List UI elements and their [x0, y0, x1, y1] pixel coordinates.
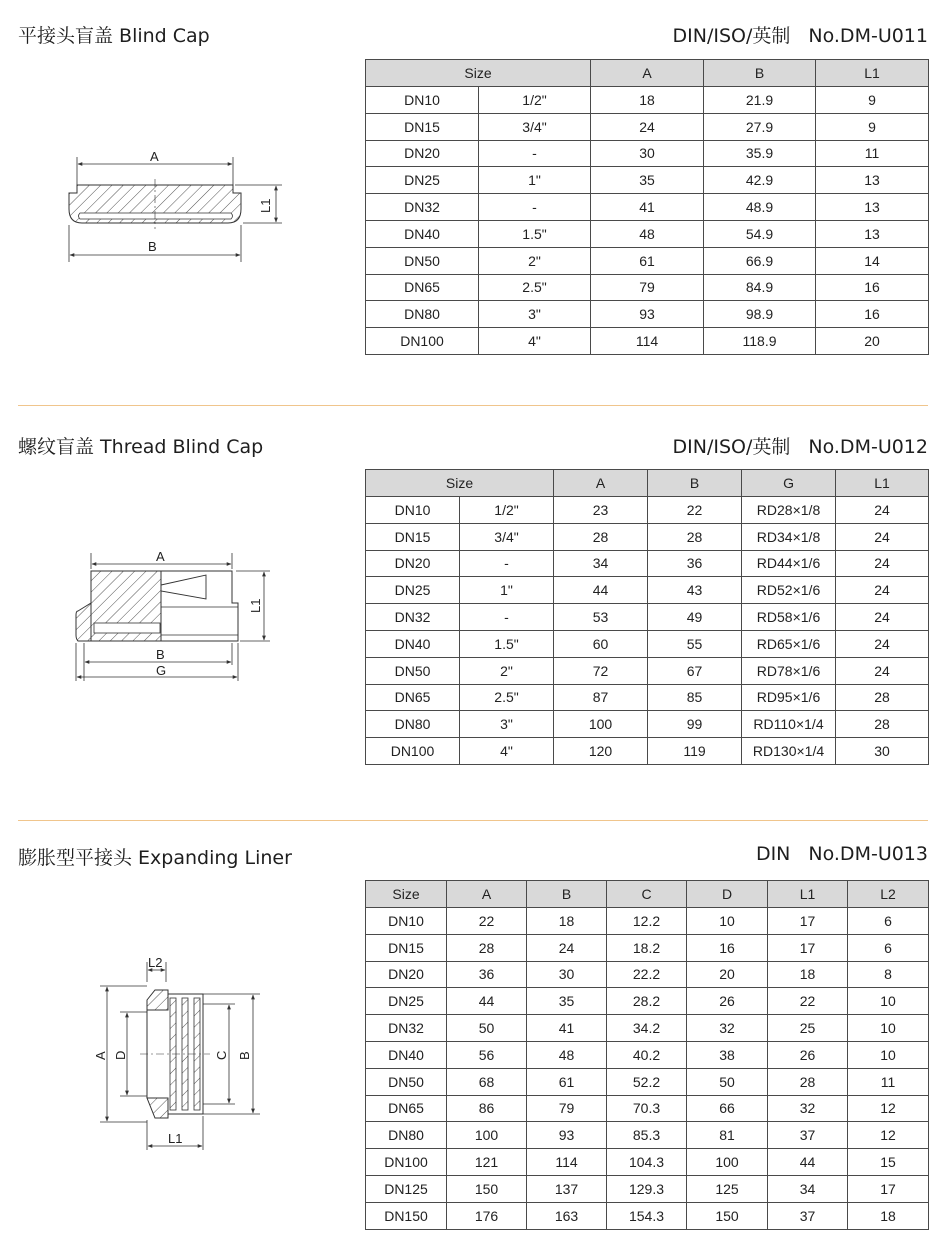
table-cell: 1" [460, 577, 554, 604]
table-cell: 8 [848, 961, 929, 988]
table-cell: 85.3 [607, 1122, 687, 1149]
table-cell: DN25 [366, 988, 447, 1015]
table-cell: 86 [447, 1095, 527, 1122]
table-cell: DN40 [366, 630, 460, 657]
table-cell: 44 [554, 577, 648, 604]
table-cell: DN150 [366, 1202, 447, 1229]
table-cell: RD130×1/4 [742, 738, 836, 765]
table-cell: 20 [687, 961, 768, 988]
table-cell: 28 [768, 1068, 848, 1095]
table-row [366, 497, 929, 524]
table-row [366, 1015, 929, 1042]
table-cell: DN100 [366, 328, 479, 355]
product-number: No.DM-U013 [808, 843, 928, 865]
table-cell: 61 [591, 247, 704, 274]
table-cell: 1.5" [479, 220, 591, 247]
table-cell: RD95×1/6 [742, 684, 836, 711]
section-code-blind-cap [673, 21, 928, 48]
table-cell: 17 [848, 1175, 929, 1202]
table-row [366, 274, 929, 301]
dim-label-b: B [237, 1051, 252, 1060]
table-cell: 30 [527, 961, 607, 988]
table-cell: 27.9 [704, 113, 816, 140]
table-cell: 12 [848, 1122, 929, 1149]
table-cell: 176 [447, 1202, 527, 1229]
table-cell: DN10 [366, 908, 447, 935]
table-cell: DN80 [366, 301, 479, 328]
table-cell: DN20 [366, 550, 460, 577]
section-title-thread-blind-cap: 螺纹盲盖 Thread Blind Cap [18, 436, 264, 458]
dim-label-a: A [156, 549, 165, 564]
table-cell: DN15 [366, 113, 479, 140]
standard-label: DIN [755, 843, 791, 865]
table-cell: 56 [447, 1041, 527, 1068]
table-cell: DN100 [366, 1149, 447, 1176]
table-cell: 40.2 [607, 1041, 687, 1068]
table-cell: - [460, 550, 554, 577]
table-cell: 24 [836, 577, 929, 604]
table-cell: 9 [816, 113, 929, 140]
table-row [366, 1041, 929, 1068]
table-cell: 120 [554, 738, 648, 765]
table-cell: 4" [479, 328, 591, 355]
table-cell: 10 [848, 1015, 929, 1042]
table-row [366, 604, 929, 631]
section-divider [18, 820, 928, 821]
table-cell: 119 [648, 738, 742, 765]
table-row [366, 301, 929, 328]
table-row [366, 988, 929, 1015]
table-cell: RD110×1/4 [742, 711, 836, 738]
table-row [366, 247, 929, 274]
table-row [366, 1068, 929, 1095]
table-cell: 2.5" [479, 274, 591, 301]
table-header-row [366, 60, 929, 87]
header-a: A [447, 881, 527, 908]
table-cell: 26 [687, 988, 768, 1015]
table-header-row [366, 470, 929, 497]
table-cell: DN20 [366, 961, 447, 988]
dim-label-a: A [93, 1051, 108, 1060]
table-cell: 114 [527, 1149, 607, 1176]
table-cell: 50 [447, 1015, 527, 1042]
table-cell: 12.2 [607, 908, 687, 935]
table-cell: DN32 [366, 1015, 447, 1042]
standard-label: DIN/ISO/英制 [672, 436, 791, 458]
header-d: D [687, 881, 768, 908]
table-cell: DN65 [366, 684, 460, 711]
table-cell: 137 [527, 1175, 607, 1202]
header-b: B [648, 470, 742, 497]
table-cell: DN32 [366, 604, 460, 631]
header-b: B [527, 881, 607, 908]
expanding-liner-drawing [90, 950, 270, 1155]
table-cell: 150 [687, 1202, 768, 1229]
table-cell: 24 [836, 630, 929, 657]
table-cell: DN80 [366, 1122, 447, 1149]
spec-table-expanding-liner [365, 880, 929, 1230]
table-cell: 18.2 [607, 934, 687, 961]
table-cell: 41 [591, 194, 704, 221]
table-cell: - [460, 604, 554, 631]
table-cell: 6 [848, 934, 929, 961]
table-cell: 54.9 [704, 220, 816, 247]
table-cell: 49 [648, 604, 742, 631]
table-cell: 81 [687, 1122, 768, 1149]
dim-label-c: C [214, 1050, 229, 1060]
dim-label-l1: L1 [258, 198, 273, 213]
table-cell: 16 [687, 934, 768, 961]
table-cell: 22.2 [607, 961, 687, 988]
header-a: A [554, 470, 648, 497]
table-cell: 3/4" [460, 523, 554, 550]
table-cell: DN50 [366, 247, 479, 274]
table-cell: 10 [848, 988, 929, 1015]
table-row [366, 1095, 929, 1122]
table-cell: 32 [687, 1015, 768, 1042]
product-number: No.DM-U012 [808, 436, 928, 458]
table-cell: 61 [527, 1068, 607, 1095]
header-size: Size [366, 60, 591, 87]
table-cell: DN15 [366, 934, 447, 961]
table-cell: DN125 [366, 1175, 447, 1202]
table-cell: 10 [848, 1041, 929, 1068]
table-cell: RD78×1/6 [742, 657, 836, 684]
table-cell: 52.2 [607, 1068, 687, 1095]
table-cell: RD58×1/6 [742, 604, 836, 631]
table-cell: 66.9 [704, 247, 816, 274]
table-cell: RD52×1/6 [742, 577, 836, 604]
dim-label-l2: L2 [148, 955, 163, 970]
table-cell: DN100 [366, 738, 460, 765]
spec-table-thread-blind-cap [365, 469, 929, 765]
table-row [366, 220, 929, 247]
table-cell: 26 [768, 1041, 848, 1068]
table-cell: 2" [460, 657, 554, 684]
table-cell: RD65×1/6 [742, 630, 836, 657]
table-cell: 125 [687, 1175, 768, 1202]
table-cell: DN65 [366, 274, 479, 301]
table-cell: 38 [687, 1041, 768, 1068]
table-cell: 17 [768, 908, 848, 935]
table-cell: 30 [591, 140, 704, 167]
table-cell: 35.9 [704, 140, 816, 167]
table-cell: 22 [447, 908, 527, 935]
table-cell: DN25 [366, 577, 460, 604]
table-cell: - [479, 140, 591, 167]
table-cell: 43 [648, 577, 742, 604]
table-cell: 28.2 [607, 988, 687, 1015]
table-cell: 100 [687, 1149, 768, 1176]
thread-blind-cap-drawing [70, 545, 280, 685]
table-row [366, 908, 929, 935]
table-cell: 24 [836, 657, 929, 684]
table-row [366, 738, 929, 765]
table-cell: 99 [648, 711, 742, 738]
table-cell: 70.3 [607, 1095, 687, 1122]
table-cell: 14 [816, 247, 929, 274]
table-row [366, 630, 929, 657]
table-cell: 98.9 [704, 301, 816, 328]
table-cell: 37 [768, 1202, 848, 1229]
table-row [366, 328, 929, 355]
table-cell: RD44×1/6 [742, 550, 836, 577]
table-cell: 37 [768, 1122, 848, 1149]
table-cell: 1/2" [479, 87, 591, 114]
header-a: A [591, 60, 704, 87]
table-cell: 10 [687, 908, 768, 935]
table-row [366, 961, 929, 988]
table-cell: 18 [527, 908, 607, 935]
table-cell: 22 [648, 497, 742, 524]
table-cell: 24 [591, 113, 704, 140]
table-cell: 129.3 [607, 1175, 687, 1202]
table-cell: DN40 [366, 1041, 447, 1068]
table-cell: 12 [848, 1095, 929, 1122]
table-cell: 72 [554, 657, 648, 684]
table-cell: DN50 [366, 657, 460, 684]
table-cell: 60 [554, 630, 648, 657]
table-cell: 104.3 [607, 1149, 687, 1176]
table-cell: 87 [554, 684, 648, 711]
header-size: Size [366, 470, 554, 497]
table-cell: 67 [648, 657, 742, 684]
table-cell: DN50 [366, 1068, 447, 1095]
table-cell: RD34×1/8 [742, 523, 836, 550]
dim-label-b: B [156, 647, 165, 662]
table-cell: 30 [836, 738, 929, 765]
table-cell: 114 [591, 328, 704, 355]
table-cell: 85 [648, 684, 742, 711]
standard-label: DIN/ISO/英制 [672, 25, 791, 47]
table-cell: 36 [648, 550, 742, 577]
table-cell: RD28×1/8 [742, 497, 836, 524]
table-cell: 1/2" [460, 497, 554, 524]
header-l1: L1 [836, 470, 929, 497]
table-cell: 11 [848, 1068, 929, 1095]
table-row [366, 577, 929, 604]
table-cell: DN40 [366, 220, 479, 247]
table-cell: 100 [447, 1122, 527, 1149]
table-cell: DN20 [366, 140, 479, 167]
table-cell: DN32 [366, 194, 479, 221]
table-cell: 163 [527, 1202, 607, 1229]
table-cell: 20 [816, 328, 929, 355]
dim-label-l1: L1 [248, 598, 263, 613]
table-row [366, 550, 929, 577]
table-cell: 23 [554, 497, 648, 524]
product-number: No.DM-U011 [808, 25, 928, 47]
table-cell: DN25 [366, 167, 479, 194]
blind-cap-drawing [50, 145, 290, 270]
table-cell: 50 [687, 1068, 768, 1095]
table-cell: 2.5" [460, 684, 554, 711]
table-cell: 24 [836, 550, 929, 577]
table-row [366, 1175, 929, 1202]
table-cell: 1" [479, 167, 591, 194]
header-g: G [742, 470, 836, 497]
section-divider [18, 405, 928, 406]
table-cell: 4" [460, 738, 554, 765]
table-cell: 6 [848, 908, 929, 935]
table-row [366, 194, 929, 221]
section-title-blind-cap: 平接头盲盖 Blind Cap [18, 25, 210, 47]
table-row [366, 1149, 929, 1176]
table-cell: 48 [591, 220, 704, 247]
table-row [366, 1202, 929, 1229]
table-cell: 24 [836, 523, 929, 550]
section-code-thread-blind-cap [673, 432, 928, 459]
table-row [366, 934, 929, 961]
table-cell: 100 [554, 711, 648, 738]
table-cell: 2" [479, 247, 591, 274]
table-cell: 22 [768, 988, 848, 1015]
header-b: B [704, 60, 816, 87]
table-cell: 121 [447, 1149, 527, 1176]
table-cell: 24 [836, 604, 929, 631]
table-cell: 11 [816, 140, 929, 167]
table-cell: 21.9 [704, 87, 816, 114]
dim-label-g: G [156, 663, 167, 678]
table-header-row [366, 881, 929, 908]
table-cell: DN80 [366, 711, 460, 738]
table-row [366, 684, 929, 711]
table-row [366, 167, 929, 194]
section-title-expanding-liner: 膨胀型平接头 Expanding Liner [18, 847, 292, 869]
table-row [366, 711, 929, 738]
table-cell: 68 [447, 1068, 527, 1095]
header-c: C [607, 881, 687, 908]
table-cell: 118.9 [704, 328, 816, 355]
dim-label-d: D [113, 1050, 128, 1060]
table-cell: 32 [768, 1095, 848, 1122]
table-row [366, 1122, 929, 1149]
table-cell: 15 [848, 1149, 929, 1176]
dim-label-a: A [150, 149, 159, 164]
table-cell: 41 [527, 1015, 607, 1042]
table-cell: 93 [527, 1122, 607, 1149]
header-size: Size [366, 881, 447, 908]
table-cell: 18 [768, 961, 848, 988]
table-cell: DN10 [366, 87, 479, 114]
table-cell: 17 [768, 934, 848, 961]
table-cell: 55 [648, 630, 742, 657]
header-l1: L1 [768, 881, 848, 908]
spec-table-blind-cap [365, 59, 929, 355]
table-cell: 34 [768, 1175, 848, 1202]
table-cell: 16 [816, 301, 929, 328]
table-cell: 48 [527, 1041, 607, 1068]
section-code-expanding-liner [756, 843, 928, 865]
table-cell: 84.9 [704, 274, 816, 301]
table-cell: 35 [591, 167, 704, 194]
table-cell: 154.3 [607, 1202, 687, 1229]
table-cell: DN15 [366, 523, 460, 550]
table-cell: 53 [554, 604, 648, 631]
table-row [366, 140, 929, 167]
table-cell: 24 [836, 497, 929, 524]
table-cell: 28 [836, 684, 929, 711]
table-cell: 16 [816, 274, 929, 301]
dim-label-b: B [148, 239, 157, 254]
table-cell: 42.9 [704, 167, 816, 194]
header-l2: L2 [848, 881, 929, 908]
table-cell: 28 [648, 523, 742, 550]
table-cell: 9 [816, 87, 929, 114]
table-cell: 93 [591, 301, 704, 328]
table-cell: DN10 [366, 497, 460, 524]
table-cell: - [479, 194, 591, 221]
table-cell: 13 [816, 194, 929, 221]
table-cell: 150 [447, 1175, 527, 1202]
table-cell: 44 [447, 988, 527, 1015]
table-cell: 79 [527, 1095, 607, 1122]
table-row [366, 87, 929, 114]
table-cell: 28 [836, 711, 929, 738]
table-cell: 13 [816, 167, 929, 194]
table-cell: 13 [816, 220, 929, 247]
dim-label-l1: L1 [168, 1131, 183, 1146]
table-row [366, 523, 929, 550]
header-l1: L1 [816, 60, 929, 87]
table-cell: 24 [527, 934, 607, 961]
table-cell: 18 [591, 87, 704, 114]
table-cell: 25 [768, 1015, 848, 1042]
table-cell: 79 [591, 274, 704, 301]
table-cell: 3" [479, 301, 591, 328]
table-cell: 35 [527, 988, 607, 1015]
table-cell: DN65 [366, 1095, 447, 1122]
table-cell: 36 [447, 961, 527, 988]
table-cell: 28 [447, 934, 527, 961]
table-row [366, 113, 929, 140]
table-cell: 34 [554, 550, 648, 577]
table-cell: 18 [848, 1202, 929, 1229]
table-cell: 3" [460, 711, 554, 738]
table-cell: 28 [554, 523, 648, 550]
table-cell: 34.2 [607, 1015, 687, 1042]
table-cell: 44 [768, 1149, 848, 1176]
table-cell: 1.5" [460, 630, 554, 657]
table-cell: 66 [687, 1095, 768, 1122]
table-cell: 3/4" [479, 113, 591, 140]
table-cell: 48.9 [704, 194, 816, 221]
table-row [366, 657, 929, 684]
